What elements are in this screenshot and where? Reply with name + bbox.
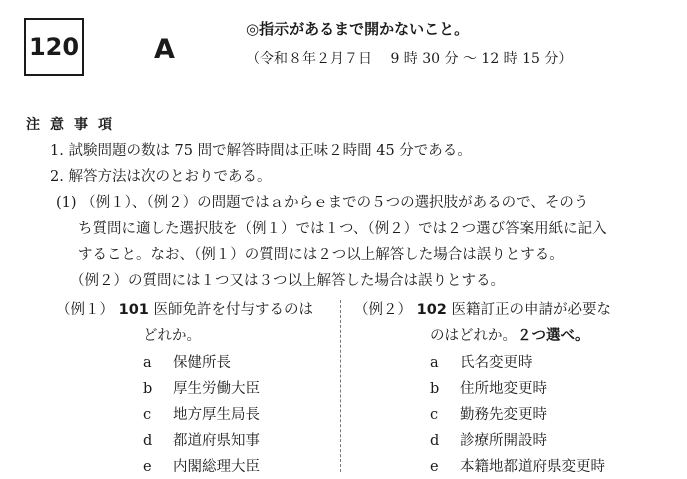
option-letter: c [143, 407, 152, 423]
exam-number: 120 [28, 33, 80, 61]
example-2-option-d [430, 429, 547, 450]
example-1-question-cont: どれか。 [143, 328, 201, 344]
instruction-sub-1-line-4: （例２）の質問には１つ又は３つ以上解答した場合は誤りとする。 [70, 273, 505, 289]
example-2-option-e [430, 455, 605, 476]
example-2-option-c [430, 403, 547, 424]
option-text: 地方厚生局長 [173, 407, 260, 423]
option-letter: d [143, 433, 153, 449]
option-text: 保健所長 [173, 355, 231, 371]
instruction-sub-1-line-1: (1) （例１）、（例２）の問題ではａからｅまでの５つの選択肢があるので、そのう [56, 195, 589, 211]
example-2-question-text-2: のはどれか。 [430, 328, 517, 344]
option-letter: b [143, 381, 153, 397]
exam-date-time: （令和８年２月７日 9 時 30 分 〜 12 時 15 分） [246, 51, 573, 67]
option-text: 診療所開設時 [460, 433, 547, 449]
option-text: 厚生労働大臣 [173, 381, 260, 397]
section-letter: A [154, 34, 175, 65]
example-1-option-c [143, 403, 260, 424]
example-1-option-e [143, 455, 260, 476]
option-text: 都道府県知事 [173, 433, 260, 449]
example-1-question [56, 298, 313, 319]
instruction-item-2: 2. 解答方法は次のとおりである。 [50, 169, 272, 185]
option-letter: c [430, 407, 439, 423]
example-1-option-b [143, 377, 260, 398]
example-2-option-a [430, 351, 533, 372]
example-2-question [354, 298, 611, 319]
example-1-label: （例１） [56, 302, 114, 318]
example-2-number: 102 [416, 302, 447, 318]
example-1-option-d [143, 429, 260, 450]
example-2-choose-two: ２つ選べ。 [517, 328, 590, 344]
instruction-item-1: 1. 試験問題の数は 75 問で解答時間は正味２時間 45 分である。 [50, 143, 472, 159]
example-1-option-a [143, 351, 231, 372]
option-letter: a [143, 355, 152, 371]
option-letter: b [430, 381, 440, 397]
option-text: 本籍地都道府県変更時 [460, 459, 605, 475]
do-not-open-notice: ◎指示があるまで開かないこと。 [246, 20, 470, 38]
instructions-heading: 注意事項 [26, 117, 122, 133]
example-1-number: 101 [118, 302, 149, 318]
option-letter: d [430, 433, 440, 449]
example-divider [340, 300, 341, 472]
option-letter: e [430, 459, 439, 475]
example-1-question-text: 医師免許を付与するのは [153, 302, 313, 318]
example-2-question-text: 医籍訂正の申請が必要な [451, 302, 611, 318]
instruction-sub-1-line-3: すること。なお、（例１）の質問には２つ以上解答した場合は誤りとする。 [78, 247, 564, 263]
option-letter: a [430, 355, 439, 371]
instruction-sub-1-line-2: ち質問に適した選択肢を（例１）では１つ、（例２）では２つ選び答案用紙に記入 [78, 221, 607, 237]
example-2-option-b [430, 377, 547, 398]
option-text: 内閣総理大臣 [173, 459, 260, 475]
example-2-label: （例２） [354, 302, 412, 318]
option-text: 勤務先変更時 [460, 407, 547, 423]
option-letter: e [143, 459, 152, 475]
option-text: 住所地変更時 [460, 381, 547, 397]
example-2-question-cont [430, 324, 590, 345]
exam-number-box [24, 18, 84, 76]
option-text: 氏名変更時 [460, 355, 533, 371]
